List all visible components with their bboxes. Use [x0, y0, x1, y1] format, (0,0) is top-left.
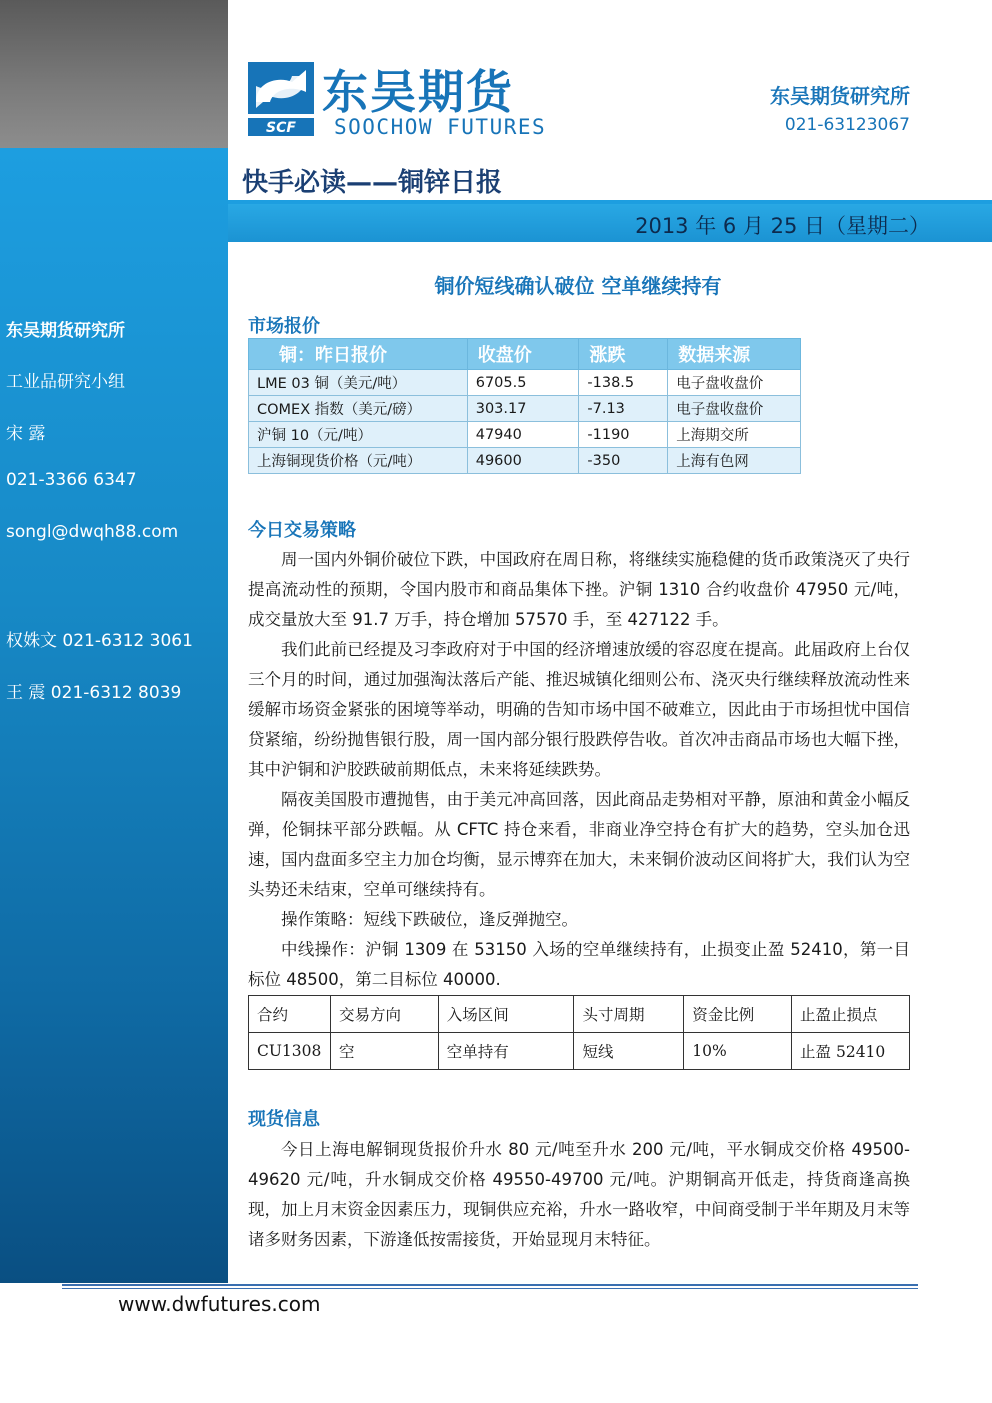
sidebar-analyst-email[interactable]: songl@dwqh88.com [6, 522, 179, 542]
table-cell: COMEX 指数（美元/磅） [249, 396, 468, 422]
strategy-paragraph: 周一国内外铜价破位下跌，中国政府在周日称，将继续实施稳健的货币政策浇灭了央行提高流动性的预期，令国内股市和商品集体下挫。沪铜 1310 合约收盘价 47950 元/吨，成交量放大至 91.7 万手，持仓增加 57570 手，至 427122 手。 [248, 550, 910, 629]
logo-mark-text: SCF [266, 120, 296, 136]
institute-name: 东吴期货研究所 [770, 84, 910, 108]
table-cell: 沪铜 10（元/吨） [249, 422, 468, 448]
table-cell: 上海铜现货价格（元/吨） [249, 448, 468, 474]
table-cell: -138.5 [579, 370, 668, 396]
sidebar-header-block [0, 0, 228, 148]
footer-divider-thin [62, 1288, 918, 1289]
market-section-title: 市场报价 [248, 316, 320, 337]
report-headline: 铜价短线确认破位 空单继续持有 [434, 274, 722, 298]
table-cell: -1190 [579, 422, 668, 448]
table-row [249, 422, 801, 448]
table-cell: 短线 [574, 1033, 684, 1070]
strategy-section-title: 今日交易策略 [248, 520, 356, 541]
sidebar-group: 工业品研究小组 [6, 372, 125, 392]
column-header: 合约 [249, 996, 331, 1033]
table-cell: LME 03 铜（美元/吨） [249, 370, 468, 396]
table-cell: 上海期交所 [668, 422, 801, 448]
table-row [249, 448, 801, 474]
table-cell: 电子盘收盘价 [668, 396, 801, 422]
strategy-paragraph: 操作策略：短线下跌破位，逢反弹抛空。 [281, 910, 578, 929]
table-cell: 47940 [467, 422, 579, 448]
table-cell: 止盈 52410 [792, 1033, 910, 1070]
column-header: 交易方向 [330, 996, 438, 1033]
strategy-body [248, 545, 910, 995]
table-header-row [249, 339, 801, 370]
column-header: 头寸周期 [574, 996, 684, 1033]
report-date: 2013 年 6 月 25 日（星期二） [635, 214, 930, 238]
table-cell: -7.13 [579, 396, 668, 422]
spot-paragraph: 今日上海电解铜现货报价升水 80 元/吨至升水 200 元/吨，平水铜成交价格 49500-49620 元/吨，升水铜成交价格 49550-49700 元/吨。沪期铜高开低走，持货商逢高换现，加上月末资金因素压力，现铜供应充裕，升水一路收窄，中间商受制于半年期及月末等诸多财务因素，下游逢低按需接货，开始显现月末特征。 [248, 1140, 910, 1249]
table-cell: 上海有色网 [668, 448, 801, 474]
table-row [249, 370, 801, 396]
table-cell: -350 [579, 448, 668, 474]
table-cell: 10% [684, 1033, 792, 1070]
logo-chinese-name: 东吴期货 [322, 65, 514, 119]
contact-sidebar [0, 148, 228, 1283]
table-cell: 空 [330, 1033, 438, 1070]
institute-phone: 021-63123067 [784, 115, 910, 135]
strategy-paragraph: 我们此前已经提及习李政府对于中国的经济增速放缓的容忍度在提高。此届政府上台仅三个月的时间，通过加强淘汰落后产能、推迟城镇化细则公布、浇灭央行继续释放流动性来缓解市场资金紧张的困境等举动，明确的告知市场中国不破难立，因此由于市场担忧中国信贷紧缩，纷纷抛售银行股，周一国内部分银行股跌停告收。首次冲击商品市场也大幅下挫，其中沪铜和沪胶跌破前期低点，未来将延续跌势。 [248, 640, 910, 779]
table-cell: CU1308 [249, 1033, 331, 1070]
company-logo [248, 62, 588, 142]
footer-website-link[interactable]: www.dwfutures.com [118, 1292, 321, 1316]
table-cell: 空单持有 [438, 1033, 574, 1070]
market-quote-table [248, 338, 801, 474]
sidebar-contact-1: 权姝文 021-6312 3061 [6, 631, 193, 651]
table-row [249, 1033, 910, 1070]
column-header: 入场区间 [438, 996, 574, 1033]
logo-english-name: SOOCHOW FUTURES [334, 115, 547, 139]
sidebar-analyst-phone: 021-3366 6347 [6, 470, 137, 490]
title-band [228, 148, 992, 204]
table-cell: 6705.5 [467, 370, 579, 396]
footer-divider [62, 1284, 918, 1286]
sidebar-analyst-name: 宋 露 [6, 424, 46, 444]
table-cell: 303.17 [467, 396, 579, 422]
column-header: 收盘价 [467, 339, 579, 370]
strategy-paragraph: 中线操作：沪铜 1309 在 53150 入场的空单继续持有，止损变止盈 52410，第一目标位 48500，第二目标位 40000. [248, 940, 910, 989]
column-header: 铜：昨日报价 [249, 339, 468, 370]
table-header-row [249, 996, 910, 1033]
column-header: 涨跌 [579, 339, 668, 370]
table-cell: 49600 [467, 448, 579, 474]
spot-section-title: 现货信息 [248, 1109, 320, 1130]
column-header: 止盈止损点 [792, 996, 910, 1033]
report-title: 快手必读——铜锌日报 [242, 168, 503, 198]
strategy-paragraph: 隔夜美国股市遭抛售，由于美元冲高回落，因此商品走势相对平静，原油和黄金小幅反弹，伦铜抹平部分跌幅。从 CFTC 持仓来看，非商业净空持仓有扩大的趋势，空头加仓迅速，国内盘面多空主力加仓均衡，显示博弈在加大，未来铜价波动区间将扩大，我们认为空头势还未结束，空单可继续持有。 [248, 790, 910, 899]
date-band [228, 204, 992, 242]
sidebar-contact-2: 王 震 021-6312 8039 [6, 683, 182, 703]
scf-logo-icon [248, 62, 314, 138]
column-header: 资金比例 [684, 996, 792, 1033]
table-cell: 电子盘收盘价 [668, 370, 801, 396]
spot-body [248, 1135, 910, 1255]
sidebar-institute: 东吴期货研究所 [6, 321, 125, 341]
column-header: 数据来源 [668, 339, 801, 370]
table-row [249, 396, 801, 422]
operation-table [248, 995, 910, 1070]
